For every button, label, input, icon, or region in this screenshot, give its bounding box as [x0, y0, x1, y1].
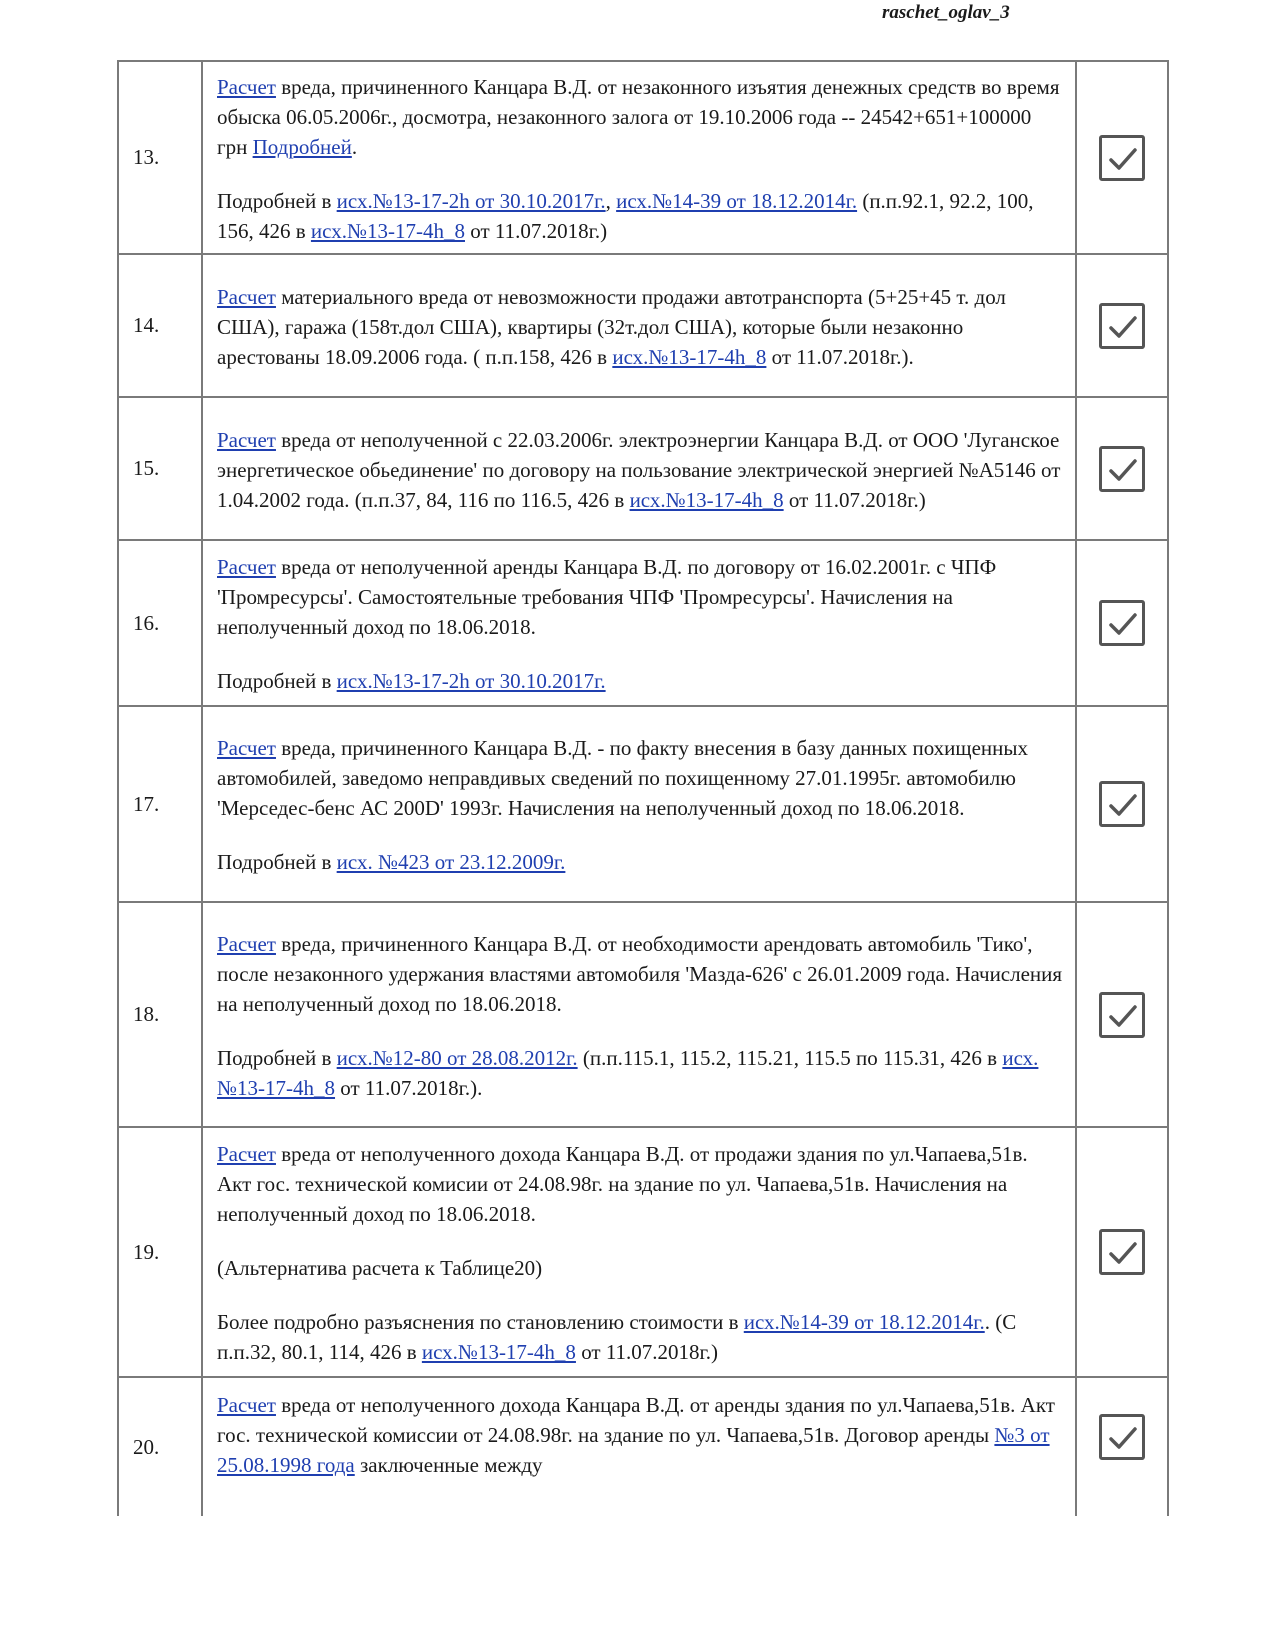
row-text: вреда от неполученной с 22.03.2006г. электроэнергии Канцара В.Д. от ООО 'Луганское энергетическое обьединение' по договору на пользование электрической энергией №А5146 от 1.04.2002 года. (п.п.37, 84, 116 по 116.5, 426 в	[217, 427, 1061, 512]
calculation-link[interactable]: Расчет	[217, 74, 276, 99]
table-row	[117, 396, 1169, 541]
reference-link[interactable]: исх.№13-17-4h_8	[310, 218, 465, 243]
row-text: вреда от неполученного дохода Канцара В.Д. от аренды здания по ул.Чапаева,51в. Акт гос. технической комиссии от 24.08.98г. на здание по ул. Чапаева,51в. Договор аренды	[217, 1393, 1055, 1447]
row-paragraph	[217, 425, 1065, 515]
row-check-cell	[1075, 901, 1169, 1128]
checkbox-checked-icon[interactable]	[1099, 992, 1145, 1038]
details-link[interactable]: Подробней	[252, 134, 352, 159]
row-text: вреда от неполученной аренды Канцара В.Д. по договору от 16.02.2001г. с ЧПФ 'Промресурсы'. Самостоятельные требования ЧПФ 'Промресурсы'. Начисления на неполученный доход по 18.06.2018.	[217, 555, 997, 639]
row-text-tail: от 11.07.2018г.)	[575, 1340, 719, 1364]
row-paragraph	[217, 929, 1065, 1019]
row-paragraph	[217, 552, 1065, 642]
row-text: Подробней в	[217, 850, 337, 874]
checkbox-checked-icon[interactable]	[1099, 600, 1145, 646]
table-row	[117, 1126, 1169, 1378]
row-text: . (С п.п.32, 80.1, 114, 426 в	[217, 1310, 1017, 1364]
checkbox-checked-icon[interactable]	[1099, 1229, 1145, 1275]
checkbox-checked-icon[interactable]	[1099, 446, 1145, 492]
row-paragraph	[217, 733, 1065, 823]
row-check-cell	[1075, 1376, 1169, 1516]
row-description	[203, 253, 1075, 398]
reference-link[interactable]: исх.№13-17-4h_8	[421, 1340, 576, 1364]
row-paragraph	[217, 1139, 1065, 1229]
row-text: Более подробно разъяснения по становлению стоимости в	[217, 1310, 744, 1334]
row-check-cell	[1075, 60, 1169, 255]
reference-link[interactable]: исх.№13-17-4h_8	[612, 344, 767, 369]
row-check-cell	[1075, 396, 1169, 541]
table-row	[117, 1376, 1169, 1516]
reference-link[interactable]: исх.№13-17-2h от 30.10.2017г.	[336, 669, 606, 693]
row-number: 19.	[117, 1126, 203, 1378]
row-text-tail: заключенные между	[354, 1453, 543, 1477]
reference-link[interactable]: исх.№13-17-4h_8	[629, 487, 784, 512]
row-paragraph	[217, 666, 1065, 696]
calculation-link[interactable]: Расчет	[217, 1142, 276, 1166]
table-row	[117, 60, 1169, 255]
row-text: ,	[605, 188, 617, 213]
document-header-label: raschet_oglav_3	[882, 2, 1010, 23]
reference-link[interactable]: исх.№14-39 от 18.12.2014г.	[743, 1310, 985, 1334]
calculation-link[interactable]: Расчет	[217, 1393, 276, 1417]
row-check-cell	[1075, 253, 1169, 398]
table-row	[117, 705, 1169, 903]
reference-link[interactable]: исх. №423 от 23.12.2009г.	[336, 850, 566, 874]
row-paragraph: (Альтернатива расчета к Таблице20)	[217, 1256, 543, 1280]
row-number: 20.	[117, 1376, 203, 1516]
row-description	[203, 1126, 1075, 1378]
row-description	[203, 705, 1075, 903]
table-row	[117, 539, 1169, 707]
calculation-link[interactable]: Расчет	[217, 736, 276, 760]
row-text: Подробней в	[217, 1045, 337, 1070]
row-paragraph	[217, 72, 1065, 162]
row-text: вреда, причиненного Канцара В.Д. от необходимости арендовать автомобиль 'Тико', после незаконного удержания властями автомобиля 'Мазда-626' с 26.01.2009 года. Начисления на неполученный доход по 18.06.2018.	[217, 931, 1063, 1016]
row-check-cell	[1075, 705, 1169, 903]
row-text: (п.п.92.1, 92.2, 100, 156, 426 в	[217, 188, 1034, 243]
row-text-tail: от 11.07.2018г.).	[766, 344, 914, 369]
row-text: материального вреда от невозможности продажи автотранспорта (5+25+45 т. дол США), гаража (158т.дол США), квартиры (32т.дол США), которые были незаконно арестованы 18.09.2006 года. ( п.п.158, 426 в	[217, 284, 1006, 369]
checkbox-checked-icon[interactable]	[1099, 781, 1145, 827]
calculation-link[interactable]: Расчет	[217, 427, 276, 452]
claims-table	[117, 60, 1169, 1650]
row-description	[203, 60, 1075, 255]
checkbox-checked-icon[interactable]	[1099, 135, 1145, 181]
row-text: вреда, причиненного Канцара В.Д. от незаконного изъятия денежных средств во время обыска 06.05.2006г., досмотра, незаконного залога от 19.10.2006 года -- 24542+651+100000 грн	[217, 74, 1060, 159]
row-number: 13.	[117, 60, 203, 255]
row-description	[203, 396, 1075, 541]
row-text: Подробней в	[217, 188, 337, 213]
row-check-cell	[1075, 539, 1169, 707]
row-text: вреда от неполученного дохода Канцара В.Д. от продажи здания по ул.Чапаева,51в. Акт гос. технической комисии от 24.08.98г. на здание по ул. Чапаева,51в. Начисления на неполученный доход по 18.06.2018.	[217, 1142, 1028, 1226]
row-paragraph	[217, 847, 1065, 877]
row-paragraph	[217, 282, 1065, 372]
row-text-tail: от 11.07.2018г.)	[783, 487, 926, 512]
row-description	[203, 539, 1075, 707]
row-check-cell	[1075, 1126, 1169, 1378]
row-number: 14.	[117, 253, 203, 398]
calculation-link[interactable]: Расчет	[217, 555, 276, 579]
row-number: 18.	[117, 901, 203, 1128]
row-text-tail: .	[351, 134, 358, 159]
row-paragraph	[217, 1043, 1065, 1103]
row-number: 15.	[117, 396, 203, 541]
reference-link[interactable]: исх.№13-17-2h от 30.10.2017г.	[336, 188, 606, 213]
row-description	[203, 1376, 1075, 1516]
row-text-tail: от 11.07.2018г.)	[464, 218, 608, 243]
reference-link[interactable]: исх.№14-39 от 18.12.2014г.	[616, 188, 858, 213]
table-row	[117, 901, 1169, 1128]
reference-link[interactable]: исх.№13-17-4h_8	[217, 1045, 1039, 1100]
checkbox-checked-icon[interactable]	[1099, 1414, 1145, 1460]
row-text: вреда, причиненного Канцара В.Д. - по факту внесения в базу данных похищенных автомобилей, заведомо неправдивых сведений по похищенному 27.01.1995г. автомобилю 'Мерседес-бенс АС 200D' 1993г. Начисления на неполученный доход по 18.06.2018.	[217, 736, 1029, 820]
row-paragraph	[217, 186, 1065, 246]
reference-link[interactable]: исх.№12-80 от 28.08.2012г.	[336, 1045, 578, 1070]
row-paragraph	[217, 1390, 1065, 1480]
checkbox-checked-icon[interactable]	[1099, 303, 1145, 349]
row-text: Подробней в	[217, 669, 337, 693]
reference-link[interactable]: №3 от 25.08.1998 года	[217, 1423, 1050, 1477]
row-text-tail: от 11.07.2018г.).	[335, 1075, 483, 1100]
row-paragraph	[217, 1307, 1065, 1367]
calculation-link[interactable]: Расчет	[217, 931, 276, 956]
table-row	[117, 253, 1169, 398]
row-text: (п.п.115.1, 115.2, 115.21, 115.5 по 115.31, 426 в	[577, 1045, 1003, 1070]
row-number: 16.	[117, 539, 203, 707]
row-description	[203, 901, 1075, 1128]
calculation-link[interactable]: Расчет	[217, 284, 276, 309]
row-number: 17.	[117, 705, 203, 903]
